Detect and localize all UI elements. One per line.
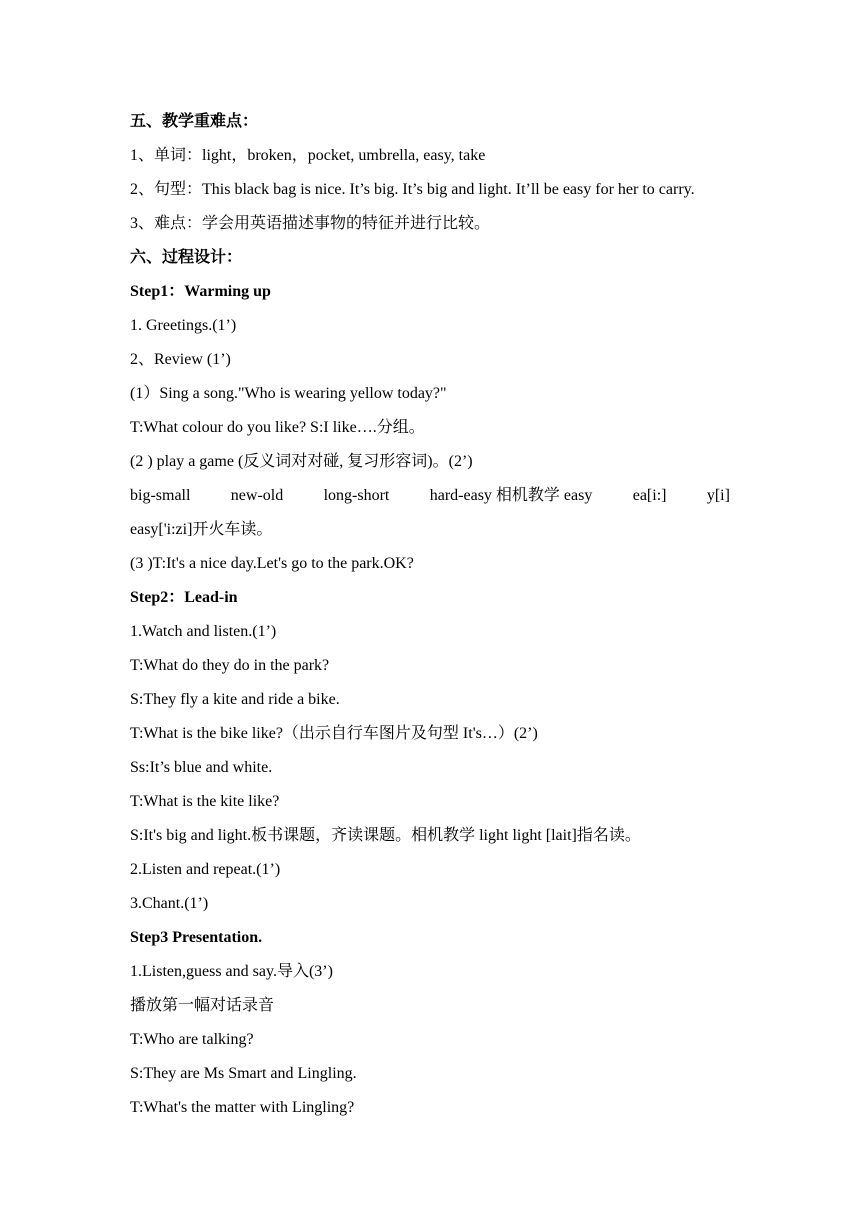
- text-line: (1）Sing a song."Who is wearing yellow today?": [130, 385, 447, 402]
- text-line: easy['i:zi]开火车读。: [130, 521, 273, 538]
- text-line: 3、难点：学会用英语描述事物的特征并进行比较。: [130, 215, 491, 232]
- text-line: T:What's the matter with Lingling?: [130, 1099, 355, 1116]
- text-segment: big-small: [130, 487, 191, 504]
- section-heading: 六、过程设计：: [130, 249, 243, 266]
- text-line: 3.Chant.(1’): [130, 895, 209, 912]
- text-line: 2、Review (1’): [130, 351, 231, 368]
- text-line: 1、单词：light，broken，pocket, umbrella, easy, take: [130, 147, 486, 164]
- text-line: (2 ) play a game (反义词对对碰, 复习形容词)。(2’): [130, 453, 473, 470]
- section-heading: Step1：Warming up: [130, 283, 271, 300]
- text-line: S:They fly a kite and ride a bike.: [130, 691, 340, 708]
- text-segment: hard-easy 相机教学 easy: [429, 487, 593, 504]
- text-line: 1. Greetings.(1’): [130, 317, 237, 334]
- text-line: [130, 479, 730, 513]
- document-page: [130, 105, 730, 1125]
- text-line: T:What is the bike like?（出示自行车图片及句型 It's…）(2’): [130, 725, 538, 742]
- text-line: S:It's big and light.板书课题，齐读课题。相机教学 light light [lait]指名读。: [130, 827, 641, 844]
- text-segment: y[i]: [706, 487, 730, 504]
- text-line: S:They are Ms Smart and Lingling.: [130, 1065, 357, 1082]
- section-heading: Step2：Lead-in: [130, 589, 238, 606]
- text-line: 播放第一幅对话录音: [130, 997, 275, 1014]
- text-segment: new-old: [230, 487, 284, 504]
- text-line: 1.Listen,guess and say.导入(3’): [130, 963, 333, 980]
- text-line: 1.Watch and listen.(1’): [130, 623, 277, 640]
- section-heading: Step3 Presentation.: [130, 929, 263, 946]
- text-segment: long-short: [323, 487, 390, 504]
- text-line: 2、句型：This black bag is nice. It’s big. It’s big and light. It’ll be easy for her to carry.: [130, 181, 695, 198]
- text-line: T:What is the kite like?: [130, 793, 280, 810]
- text-line: Ss:It’s blue and white.: [130, 759, 273, 776]
- text-line: T:Who are talking?: [130, 1031, 254, 1048]
- text-line: 2.Listen and repeat.(1’): [130, 861, 281, 878]
- text-line: T:What colour do you like? S:I like….分组。: [130, 419, 425, 436]
- text-line: (3 )T:It's a nice day.Let's go to the park.OK?: [130, 555, 414, 572]
- text-segment: ea[i:]: [632, 487, 667, 504]
- section-heading: 五、教学重难点：: [130, 113, 259, 130]
- text-line: T:What do they do in the park?: [130, 657, 330, 674]
